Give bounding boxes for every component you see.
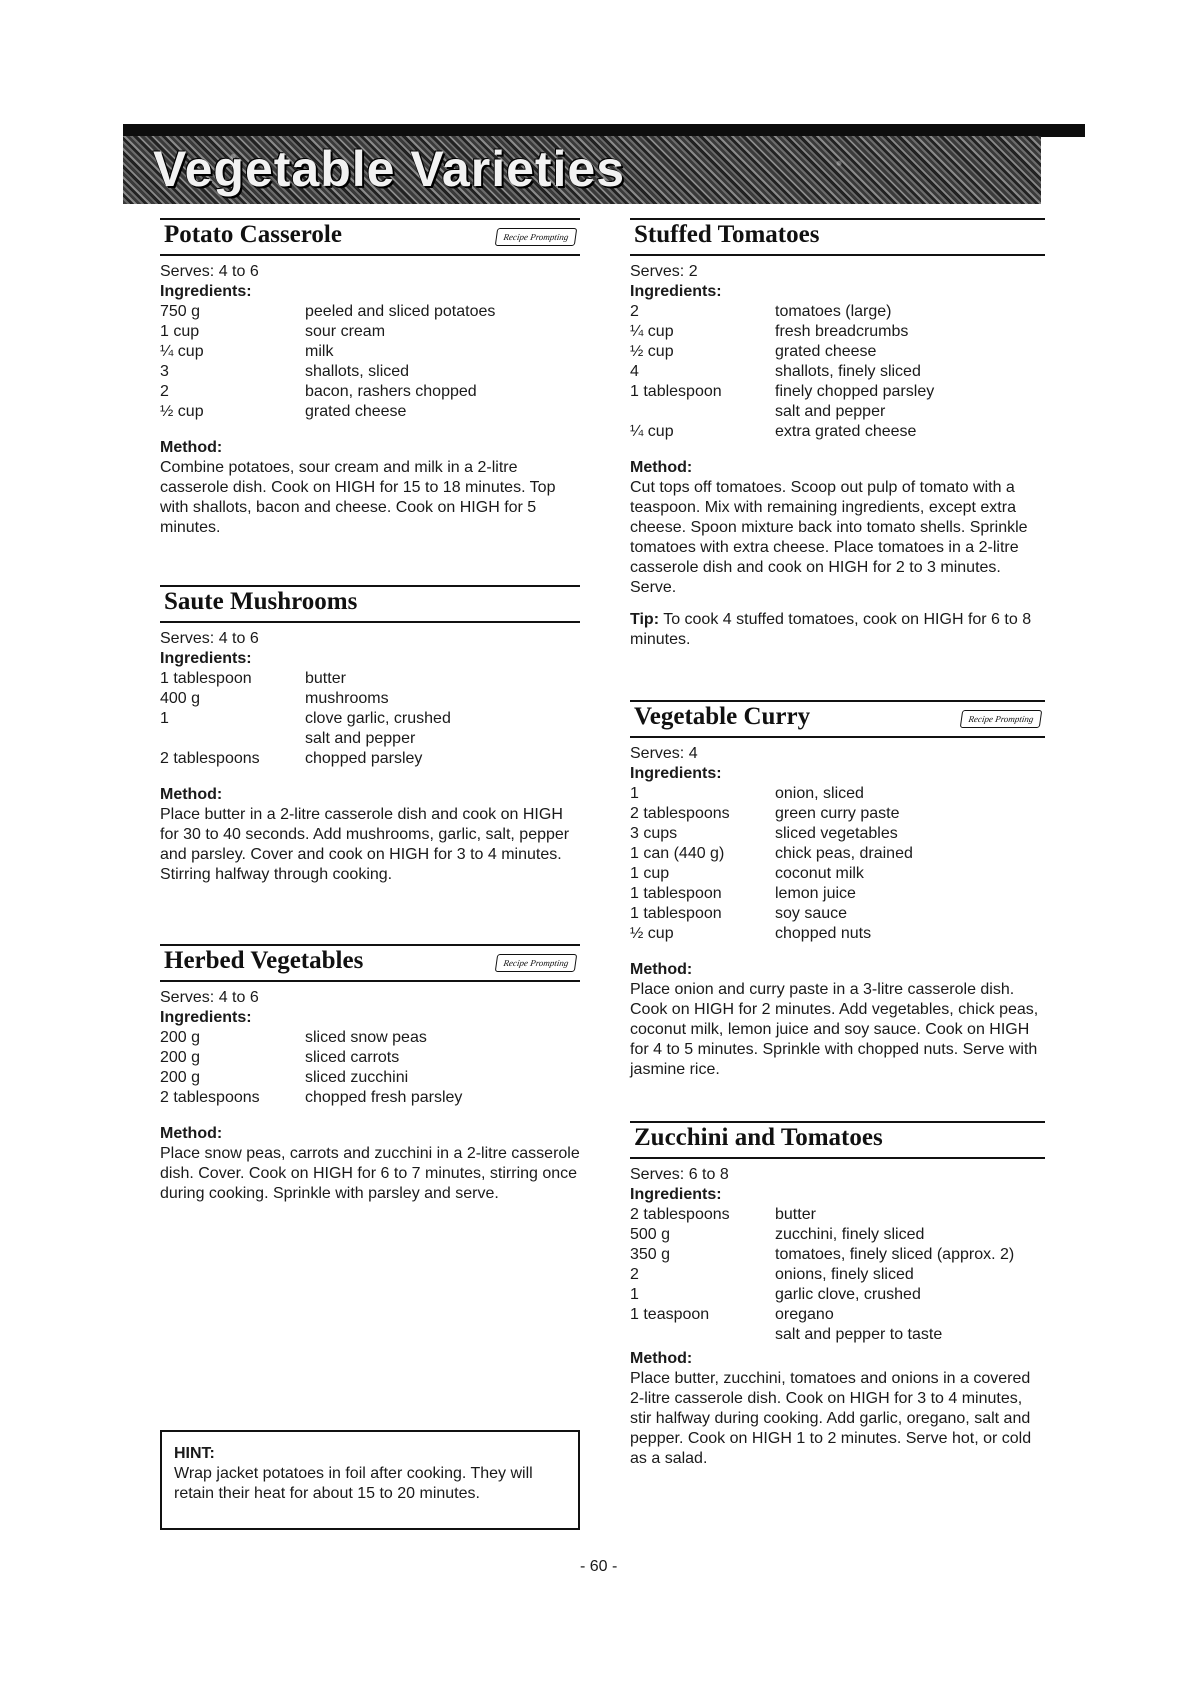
ingredient-quantity: 1 tablespoon xyxy=(630,905,722,922)
ingredient-quantity: 2 xyxy=(630,303,639,320)
ingredient-item: butter xyxy=(775,1206,816,1223)
serves: Serves: 6 to 8 xyxy=(630,1166,729,1183)
ingredient-row xyxy=(630,904,1045,924)
ingredient-row xyxy=(160,1088,580,1108)
method-label: Method: xyxy=(160,786,223,803)
ingredient-quantity: 750 g xyxy=(160,303,201,320)
ingredient-row xyxy=(630,924,1045,944)
method-text: Place butter, zucchini, tomatoes and onions in a covered 2-litre casserole dish. Cook on HIGH for 3 to 4 minutes, stir halfway during cooking. Add garlic, oregano, salt and pepper. Cook on HIGH 1 to 2 minutes. Serve hot, or cold as a salad. xyxy=(630,1370,1032,1467)
method-text: Combine potatoes, sour cream and milk in a 2-litre casserole dish. Cook on HIGH for 15 to 18 minutes. Top with shallots, bacon and cheese. Cook on HIGH for 5 minutes. xyxy=(160,459,556,536)
ingredient-item: grated cheese xyxy=(775,343,877,360)
ingredient-row xyxy=(630,302,1045,322)
ingredient-item: onion, sliced xyxy=(775,785,864,802)
ingredient-row xyxy=(630,342,1045,362)
recipe-stuffed-tomatoes xyxy=(630,218,1045,650)
ingredient-quantity: 2 xyxy=(160,383,169,400)
ingredient-quantity: ¼ cup xyxy=(630,423,674,440)
recipe-saute-mushrooms xyxy=(160,585,580,885)
ingredient-row xyxy=(630,382,1045,402)
page-number: - 60 - xyxy=(580,1558,618,1575)
ingredient-row xyxy=(160,1028,580,1048)
ingredient-item: salt and pepper xyxy=(775,403,886,420)
ingredient-item: mushrooms xyxy=(305,690,389,707)
recipe-title: Saute Mushrooms xyxy=(164,588,358,615)
ingredient-row xyxy=(160,382,580,402)
ingredient-quantity: 3 cups xyxy=(630,825,678,842)
ingredient-quantity: 1 xyxy=(630,785,639,802)
ingredient-item: tomatoes, finely sliced (approx. 2) xyxy=(775,1246,1015,1263)
ingredient-item: coconut milk xyxy=(775,865,864,882)
ingredients-list xyxy=(630,1205,1045,1345)
method-label: Method: xyxy=(630,961,693,978)
ingredient-quantity: ¼ cup xyxy=(160,343,204,360)
ingredient-row xyxy=(630,1305,1045,1325)
ingredient-quantity xyxy=(630,1325,775,1345)
ingredients-label: Ingredients: xyxy=(630,283,722,300)
ingredient-row xyxy=(160,362,580,382)
ingredient-item: shallots, finely sliced xyxy=(775,363,921,380)
recipe-header xyxy=(160,218,580,256)
ingredient-row xyxy=(160,1068,580,1088)
serves: Serves: 4 to 6 xyxy=(160,263,259,280)
ingredient-item: onions, finely sliced xyxy=(775,1266,914,1283)
ingredient-item: oregano xyxy=(775,1306,834,1323)
ingredient-row xyxy=(630,422,1045,442)
ingredient-row xyxy=(160,302,580,322)
tip-text: To cook 4 stuffed tomatoes, cook on HIGH for 6 to 8 minutes. xyxy=(630,611,1032,648)
ingredient-item: chick peas, drained xyxy=(775,845,913,862)
ingredient-item: sliced carrots xyxy=(305,1049,400,1066)
ingredient-row xyxy=(630,804,1045,824)
ingredient-quantity: 1 xyxy=(160,710,169,727)
ingredient-item: sliced vegetables xyxy=(775,825,898,842)
recipe-prompting-badge-icon: Recipe Prompting xyxy=(960,710,1043,728)
ingredient-row xyxy=(630,1225,1045,1245)
ingredient-item: zucchini, finely sliced xyxy=(775,1226,925,1243)
recipe-vegetable-curry xyxy=(630,700,1045,1080)
ingredient-item: tomatoes (large) xyxy=(775,303,892,320)
ingredients-label: Ingredients: xyxy=(630,1186,722,1203)
ingredient-quantity: 200 g xyxy=(160,1049,201,1066)
ingredient-item: finely chopped parsley xyxy=(775,383,935,400)
ingredient-quantity: ¼ cup xyxy=(630,323,674,340)
recipe-prompting-badge-icon: Recipe Prompting xyxy=(495,954,578,972)
ingredients-list xyxy=(160,669,580,769)
ingredient-row xyxy=(160,402,580,422)
recipe-header xyxy=(160,944,580,982)
ingredient-item: clove garlic, crushed xyxy=(305,710,451,727)
ingredient-quantity: 200 g xyxy=(160,1029,201,1046)
recipe-herbed-vegetables xyxy=(160,944,580,1204)
ingredient-item: sour cream xyxy=(305,323,386,340)
ingredient-quantity: 1 cup xyxy=(160,323,200,340)
ingredient-quantity xyxy=(160,729,305,749)
ingredients-label: Ingredients: xyxy=(160,283,252,300)
ingredient-row xyxy=(630,402,1045,422)
ingredient-row xyxy=(630,1285,1045,1305)
ingredients-list xyxy=(160,1028,580,1108)
ingredient-quantity: ½ cup xyxy=(630,925,674,942)
recipe-prompting-badge-icon: Recipe Prompting xyxy=(495,228,578,246)
recipe-potato-casserole xyxy=(160,218,580,538)
recipe-header xyxy=(630,218,1045,256)
ingredient-item: soy sauce xyxy=(775,905,848,922)
ingredient-item: chopped nuts xyxy=(775,925,872,942)
recipe-header xyxy=(630,700,1045,738)
ingredient-quantity: 1 tablespoon xyxy=(630,885,722,902)
ingredient-row xyxy=(630,1205,1045,1225)
ingredient-row xyxy=(160,749,580,769)
ingredient-row xyxy=(630,844,1045,864)
ingredient-item: garlic clove, crushed xyxy=(775,1286,921,1303)
method-label: Method: xyxy=(160,1125,223,1142)
method-label: Method: xyxy=(630,1350,693,1367)
method-text: Place onion and curry paste in a 3-litre casserole dish. Cook on HIGH for 2 minutes. Add vegetables, chick peas, coconut milk, lemon juice and soy sauce. Cook on HIGH for 4 to 5 minutes. Sprinkle with chopped nuts. Serve with jasmine rice. xyxy=(630,981,1039,1078)
ingredient-row xyxy=(630,784,1045,804)
ingredients-list xyxy=(630,784,1045,944)
ingredient-row xyxy=(630,1245,1045,1265)
ingredient-quantity: 2 tablespoons xyxy=(160,1089,260,1106)
section-banner xyxy=(123,136,1041,204)
serves: Serves: 4 xyxy=(630,745,698,762)
ingredient-row xyxy=(160,709,580,729)
ingredient-quantity: 1 tablespoon xyxy=(630,383,722,400)
ingredient-quantity: 200 g xyxy=(160,1069,201,1086)
serves: Serves: 4 to 6 xyxy=(160,630,259,647)
ingredient-row xyxy=(630,362,1045,382)
ingredient-quantity: 4 xyxy=(630,363,639,380)
method-text: Cut tops off tomatoes. Scoop out pulp of tomato with a teaspoon. Mix with remaining ingredients, except extra cheese. Spoon mixture back into tomato shells. Sprinkle tomatoes with extra cheese. Place tomatoes in a 2-litre casserole dish and cook on HIGH for 2 to 3 minutes. Serve. xyxy=(630,479,1028,596)
ingredient-quantity: 1 tablespoon xyxy=(160,670,252,687)
ingredient-quantity: 3 xyxy=(160,363,169,380)
ingredient-quantity: 2 tablespoons xyxy=(160,750,260,767)
ingredient-item: extra grated cheese xyxy=(775,423,917,440)
ingredient-item: shallots, sliced xyxy=(305,363,410,380)
tip xyxy=(630,610,1045,650)
recipe-header xyxy=(630,1121,1045,1159)
serves: Serves: 4 to 6 xyxy=(160,989,259,1006)
recipe-title: Stuffed Tomatoes xyxy=(634,221,820,248)
ingredient-quantity: 2 tablespoons xyxy=(630,1206,730,1223)
hint-box xyxy=(160,1430,580,1530)
ingredient-item: milk xyxy=(305,343,334,360)
ingredient-row xyxy=(160,342,580,362)
ingredient-quantity: 1 xyxy=(630,1286,639,1303)
recipe-zucchini-and-tomatoes xyxy=(630,1121,1045,1469)
ingredient-quantity: ½ cup xyxy=(630,343,674,360)
recipe-header xyxy=(160,585,580,623)
hint-text: Wrap jacket potatoes in foil after cooking. They will retain their heat for about 15 to 20 minutes. xyxy=(174,1465,533,1502)
ingredient-item: bacon, rashers chopped xyxy=(305,383,477,400)
recipe-title: Potato Casserole xyxy=(164,221,342,248)
method-label: Method: xyxy=(630,459,693,476)
ingredient-item: green curry paste xyxy=(775,805,900,822)
ingredient-row xyxy=(630,1325,1045,1345)
ingredient-row xyxy=(630,322,1045,342)
ingredient-quantity: 2 xyxy=(630,1266,639,1283)
ingredient-quantity: 1 teaspoon xyxy=(630,1306,710,1323)
ingredient-row xyxy=(160,729,580,749)
ingredients-label: Ingredients: xyxy=(160,1009,252,1026)
ingredient-row xyxy=(160,322,580,342)
ingredient-item: sliced zucchini xyxy=(305,1069,409,1086)
ingredient-quantity: 1 can (440 g) xyxy=(630,845,725,862)
ingredient-row xyxy=(630,864,1045,884)
ingredient-item: chopped parsley xyxy=(305,750,423,767)
serves: Serves: 2 xyxy=(630,263,698,280)
tip-label: Tip: xyxy=(630,611,660,628)
ingredient-item: butter xyxy=(305,670,346,687)
hint-label: HINT: xyxy=(174,1445,215,1462)
method-label: Method: xyxy=(160,439,223,456)
ingredient-quantity: 500 g xyxy=(630,1226,671,1243)
recipe-title: Zucchini and Tomatoes xyxy=(634,1124,883,1151)
ingredient-item: fresh breadcrumbs xyxy=(775,323,909,340)
ingredient-item: peeled and sliced potatoes xyxy=(305,303,496,320)
ingredient-quantity: 1 cup xyxy=(630,865,670,882)
ingredient-row xyxy=(630,824,1045,844)
ingredient-item: sliced snow peas xyxy=(305,1029,427,1046)
method-text: Place snow peas, carrots and zucchini in a 2-litre casserole dish. Cover. Cook on HIGH for 6 to 7 minutes, stirring once during cooking. Sprinkle with parsley and serve. xyxy=(160,1145,580,1202)
ingredient-quantity: 350 g xyxy=(630,1246,671,1263)
ingredient-quantity: ½ cup xyxy=(160,403,204,420)
ingredient-row xyxy=(630,884,1045,904)
ingredient-item: lemon juice xyxy=(775,885,856,902)
ingredient-quantity: 400 g xyxy=(160,690,201,707)
recipe-title: Vegetable Curry xyxy=(634,703,811,730)
ingredients-list xyxy=(160,302,580,422)
ingredient-item: grated cheese xyxy=(305,403,407,420)
ingredient-row xyxy=(160,689,580,709)
ingredient-quantity: 2 tablespoons xyxy=(630,805,730,822)
recipe-title: Herbed Vegetables xyxy=(164,947,364,974)
ingredients-label: Ingredients: xyxy=(630,765,722,782)
section-title: Vegetable Varieties xyxy=(153,141,626,197)
ingredients-label: Ingredients: xyxy=(160,650,252,667)
ingredient-row xyxy=(160,1048,580,1068)
ingredient-item: chopped fresh parsley xyxy=(305,1089,463,1106)
ingredient-row xyxy=(630,1265,1045,1285)
ingredients-list xyxy=(630,302,1045,442)
ingredient-item: salt and pepper xyxy=(305,730,416,747)
ingredient-row xyxy=(160,669,580,689)
ingredient-item: salt and pepper to taste xyxy=(775,1326,943,1343)
ingredient-quantity xyxy=(630,402,775,422)
method-text: Place butter in a 2-litre casserole dish and cook on HIGH for 30 to 40 seconds. Add mushrooms, garlic, salt, pepper and parsley. Cover and cook on HIGH for 3 to 4 minutes. Stirring halfway through cooking. xyxy=(160,806,570,883)
